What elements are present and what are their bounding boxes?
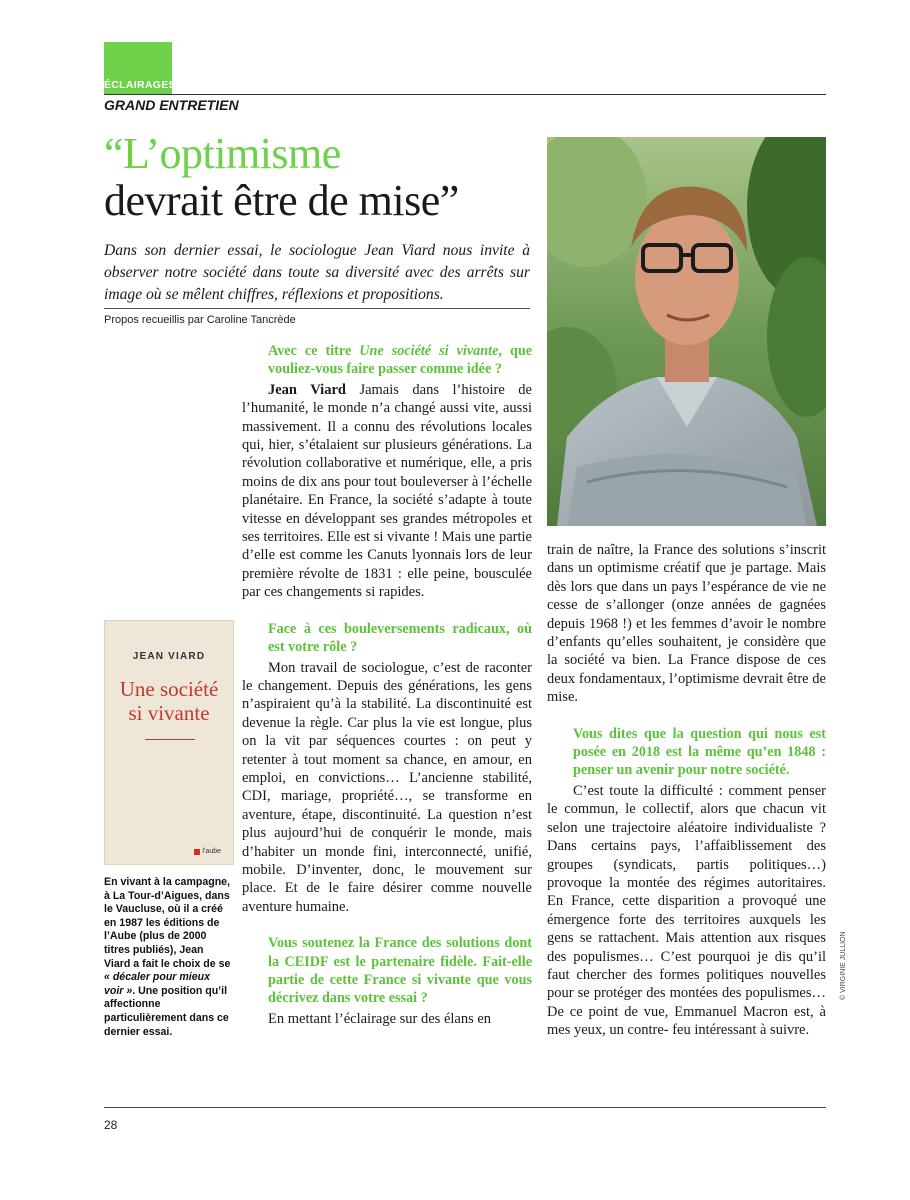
section-label: ÉCLAIRAGES [104,79,176,91]
question-1-book-title: Une société si vivante [359,343,499,359]
caption-text-end: . Une position qu’il affectionne particulièrement dans ce dernier essai. [104,984,229,1038]
book-rule [145,739,195,740]
standfirst: Dans son dernier essai, le sociologue Jean Viard nous invite à observer notre société dans toute sa diversité avec des arrêts sur image où se mêlent chiffres, réflexions et propositions. [104,242,530,303]
title-line-1: “L’optimisme [104,129,341,178]
photo-caption [104,876,232,1039]
book-title-line-1: Une société [119,677,219,701]
article-column-1 [242,342,532,1028]
interview-credit: Propos recueillis par Caroline Tancrède [104,314,296,326]
book-title-line-2: si vivante [128,701,210,725]
publisher-name: l’aube [202,848,221,855]
book-title [105,677,233,725]
page-number: 28 [104,1118,118,1132]
publisher-logo-icon [194,849,200,855]
photo-credit: © VIRGINIE JULLION [840,931,847,1000]
question-4: Vous dites que la question qui nous est posée en 2018 est la même qu’en 1848 : penser un avenir pour notre société. [573,725,826,779]
answer-2: Mon travail de sociologue, c’est de raconter le changement. Depuis des générations, les gens n’aspiraient qu’à la stabilité. La discontinuité est devenue la règle. Car plus la vie est longue, plus on la vit par séquences courtes : on peut y retenter à tout moment sa chance, en amour, en emploi, en convictions… L’ancienne stabilité, CDI, mariage, propriété…, se transforme en aventure, étape, discontinuité. La question n’est plus aujourd’hui de conquérir le monde, mais d’habiter un monde fini, interconnecté, unifié, mobile. D’inventer, donc, le mouvement sur place. Et de le faire désirer comme nouvelle aventure humaine. [242,659,532,915]
header-rule [104,94,826,95]
book-publisher [194,848,221,855]
answer-3-start: En mettant l’éclairage sur des élans en [268,1010,492,1027]
caption-text: En vivant à la campagne, à La Tour-d’Aigues, dans le Vaucluse, où il a créé en 1987 les éditions de l’Aube (plus de 2000 titres publiés), Jean Viard a fait le choix de se [104,876,231,970]
question-3: Vous soutenez la France des solutions dont la CEIDF est le partenaire fidèle. Fait-elle partie de cette France si vivante que vous décrivez dans votre essai ? [268,935,532,1007]
question-2: Face à ces bouleversements radicaux, où est votre rôle ? [268,620,532,656]
answer-1: Jean Viard Jamais dans l’histoire de l’humanité, le monde n’a changé aussi vite, aussi massivement. Il a connu des révolutions locales qui, hier, s’étalaient sur plusieurs générations. La révolution collaborative et numérique, elle, a pris moins de dix ans pour tout bouleverser à l’échelle planétaire. En France, la société s’adapte à toute vitesse en développant ses grandes métropoles et ses territoires. Elle est si vivante ! Mais une partie d’elle est comme les Canuts lyonnais lors de leur première révolte de 1831 : elle peine, bousculée par ces changements si rapides. [242,381,532,601]
title-line-2: devrait être de mise” [104,176,459,225]
footer-rule [104,1107,826,1108]
caption-quote: « décaler pour mieux voir » [104,971,210,997]
portrait-illustration [547,137,826,526]
standfirst-rule [104,308,530,309]
question-1: Avec ce titre Une société si vivante, que vouliez-vous faire passer comme idée ? [268,343,533,378]
article-column-2 [547,541,826,1040]
answer-4: C’est toute la difficulté : comment penser le commun, le collectif, alors que chacun vit selon une trajectoire aléatoire individualiste ? Dans certains pays, l’affaiblissement des groupes (syndicats, partis politiques…) provoque la montée des régimes autoritaires. En France, cette disparition a provoqué une émergence forte des territoires auxquels les gens se rattachent. Mais attention aux risques des populismes… C’est pourquoi je dis qu’il faut chercher des formes politiques nouvelles pour se protéger des montées des populismes… De ce point de vue, Emmanuel Macron est, à mes yeux, un contre- feu intéressant à suivre. [547,782,826,1039]
book-author: JEAN VIARD [132,651,206,662]
answer-3-continued: train de naître, la France des solutions s’inscrit dans un optimisme créatif que je partage. Mais dès lors que dans un pays l’espérance de vie ne cesse de s’allonger (onze années de gagnées depuis 1968 !) et les femmes d’avoir le nombre d’enfants qu’elles souhaitent, je considère que la société va bien. La France dispose de ces deux fondamentaux, l’optimisme devrait être de mise. [547,542,826,706]
book-cover [104,620,234,865]
portrait-photo [547,137,826,526]
page-title [104,130,544,224]
subhead: GRAND ENTRETIEN [104,97,239,113]
speaker-name: Jean Viard [268,381,346,398]
